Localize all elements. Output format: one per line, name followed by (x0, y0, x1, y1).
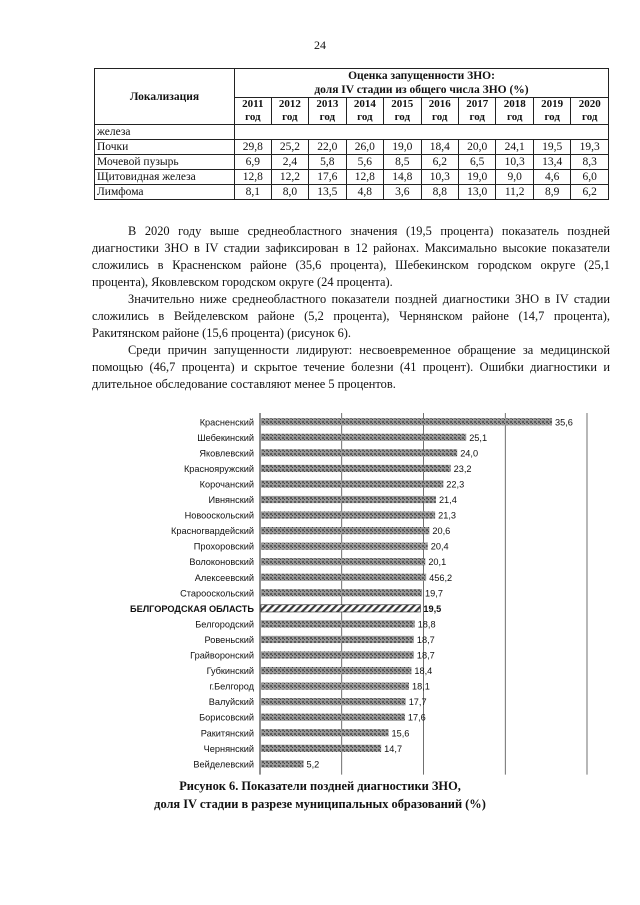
table-cell: 5,8 (309, 155, 346, 170)
row-localization: Почки (95, 140, 235, 155)
year-unit: год (506, 111, 523, 123)
bar (261, 558, 425, 565)
year-header (421, 98, 458, 125)
table-cell: 19,0 (384, 140, 421, 155)
bar (261, 698, 406, 705)
category-label: Яковлевский (199, 448, 254, 459)
table-cell: 11,2 (496, 185, 533, 200)
year-header (496, 98, 533, 125)
table-cell: 6,2 (571, 185, 609, 200)
category-label: Грайворонский (190, 650, 254, 661)
table-cell: 6,0 (571, 170, 609, 185)
table-cell: 8,8 (421, 185, 458, 200)
bar (261, 511, 435, 518)
category-label: Ивнянский (208, 495, 254, 506)
chart-bars (261, 418, 552, 770)
category-label: Белгородский (195, 619, 254, 630)
bar (261, 480, 443, 487)
row-localization: железа (95, 125, 235, 140)
table-cell: 8,1 (235, 185, 272, 200)
table-row (95, 155, 609, 170)
bar (261, 418, 552, 425)
header-main (235, 69, 609, 98)
figure-caption (0, 777, 640, 813)
bar (261, 714, 405, 721)
table-cell: 6,9 (235, 155, 272, 170)
row-localization: Мочевой пузырь (95, 155, 235, 170)
category-label: Вейделевский (193, 759, 254, 770)
row-localization: Лимфома (95, 185, 235, 200)
year-unit: год (245, 111, 261, 123)
bar (261, 465, 451, 472)
data-label: 19,5 (423, 603, 442, 614)
year-header (346, 98, 383, 125)
data-label: 19,7 (425, 588, 443, 599)
year-value: 2017 (466, 98, 489, 110)
year-unit: год (432, 111, 448, 123)
bar (261, 683, 409, 690)
data-label: 21,3 (438, 510, 457, 521)
data-label: 20,6 (432, 526, 451, 537)
year-unit: год (581, 111, 598, 123)
bar (261, 449, 457, 456)
year-value: 2018 (503, 98, 526, 110)
table-cell: 18,4 (421, 140, 458, 155)
category-label: Ровеньский (204, 634, 254, 645)
header-localization: Локализация (95, 69, 235, 125)
data-label: 25,1 (469, 432, 488, 443)
category-label: Красненский (199, 417, 254, 428)
table-cell: 24,1 (496, 140, 533, 155)
paragraph-2: Значительно ниже среднеобластного показатели поздней диагностики ЗНО в IV стадии сложились в Вейделевском районе (5,2 процента), Чернянском районе (14,7 процента), Ракитянском районе (15,6 процента) (рисунок 6). (92, 292, 610, 340)
year-value: 2014 (353, 98, 376, 110)
year-unit: год (394, 111, 411, 123)
bar-chart (90, 405, 610, 775)
category-label: Прохоровский (193, 541, 254, 552)
table-cell: 29,8 (235, 140, 272, 155)
caption-line-1: Рисунок 6. Показатели поздней диагностики ЗНО, (179, 779, 461, 793)
data-label: 15,6 (391, 728, 410, 739)
category-label: БЕЛГОРОДСКАЯ ОБЛАСТЬ (129, 603, 254, 614)
paragraph-1: В 2020 году выше среднеобластного значения (19,5 процента) показатель поздней диагностики ЗНО в IV стадии зафиксирован в 12 районах. Максимально высокие показатели сложились в Красненском районе (35,6 процента), Шебекинском городском округе (25,1 процента), Яковлевском городском округе (24 процента). (92, 224, 610, 289)
bar (261, 589, 422, 596)
data-label: 17,7 (408, 697, 427, 708)
caption-line-2: доля IV стадии в разрезе муниципальных образований (%) (154, 797, 486, 811)
header-main-line-2: доля IV стадии из общего числа ЗНО (%) (314, 84, 529, 96)
category-label: Ракитянский (200, 728, 254, 739)
table-cell: 14,8 (384, 170, 421, 185)
table-cell: 22,0 (309, 140, 346, 155)
table-cell: 8,5 (384, 155, 421, 170)
category-label: Новооскольский (184, 510, 254, 521)
bar-region-average (261, 605, 420, 612)
year-header (309, 98, 346, 125)
header-main-line-1: Оценка запущенности ЗНО: (348, 70, 495, 82)
data-label: 21,4 (438, 495, 457, 506)
data-label: 18,8 (417, 619, 436, 630)
bar (261, 729, 389, 736)
table-cell-empty (235, 125, 609, 140)
year-value: 2011 (242, 98, 264, 110)
table-cell: 12,8 (235, 170, 272, 185)
year-value: 2013 (316, 98, 339, 110)
table-cell: 10,3 (496, 155, 533, 170)
year-header (271, 98, 308, 125)
category-label: Борисовский (199, 712, 254, 723)
year-header (571, 98, 609, 125)
table-cell: 4,6 (533, 170, 570, 185)
category-label: Краснояружский (183, 463, 254, 474)
year-header (533, 98, 570, 125)
bar (261, 636, 414, 643)
table-cell: 19,0 (459, 170, 496, 185)
year-header (459, 98, 496, 125)
table-row (95, 125, 609, 140)
table-cell: 19,5 (533, 140, 570, 155)
year-header (235, 98, 272, 125)
table-body (95, 125, 609, 200)
page-number: 24 (314, 38, 326, 52)
table-cell: 13,5 (309, 185, 346, 200)
row-localization: Щитовидная железа (95, 170, 235, 185)
data-label: 24,0 (460, 448, 479, 459)
table-cell: 6,2 (421, 155, 458, 170)
table-row (95, 185, 609, 200)
table-cell: 25,2 (271, 140, 308, 155)
year-value: 2012 (278, 98, 301, 110)
bar (261, 496, 436, 503)
data-label: 456,2 (429, 572, 453, 583)
data-label: 18,4 (414, 666, 433, 677)
table-cell: 6,5 (459, 155, 496, 170)
data-label: 17,6 (407, 712, 426, 723)
category-label: Корочанский (199, 479, 254, 490)
category-label: Валуйский (208, 697, 254, 708)
category-label: Шебекинский (197, 432, 254, 443)
paragraph-3: Среди причин запущенности лидируют: несвоевременное обращение за медицинской помощью (46,7 процента) и скрытое течение болезни (41 процент). Ошибки диагностики и длительное обследование составляют менее 5 процентов. (92, 343, 610, 391)
table-cell: 8,0 (271, 185, 308, 200)
year-unit: год (544, 111, 560, 123)
bar (261, 667, 411, 674)
table-cell: 12,2 (271, 170, 308, 185)
year-unit: год (319, 111, 336, 123)
data-label: 20,4 (430, 541, 449, 552)
bar (261, 651, 414, 658)
data-label: 23,2 (453, 463, 472, 474)
bar (261, 434, 466, 441)
zno-table (94, 68, 609, 200)
category-label: Алексеевский (194, 572, 254, 583)
data-label: 18,7 (416, 634, 435, 645)
bar (261, 527, 429, 534)
table-cell: 2,4 (271, 155, 308, 170)
year-value: 2019 (541, 98, 564, 110)
category-label: Старооскольский (180, 588, 254, 599)
data-label: 5,2 (306, 759, 320, 770)
table-cell: 20,0 (459, 140, 496, 155)
data-label: 20,1 (428, 557, 447, 568)
bar (261, 543, 428, 550)
table-cell: 12,8 (346, 170, 383, 185)
year-unit: год (357, 111, 373, 123)
table-cell: 9,0 (496, 170, 533, 185)
category-label: г.Белгород (209, 681, 254, 692)
data-label: 35,6 (555, 417, 573, 428)
table-cell: 3,6 (384, 185, 421, 200)
table-cell: 19,3 (571, 140, 609, 155)
data-label: 18,1 (411, 681, 430, 692)
bar (261, 760, 304, 767)
category-label: Чернянский (203, 743, 254, 754)
table-cell: 17,6 (309, 170, 346, 185)
table-cell: 13,0 (459, 185, 496, 200)
category-label: Губкинский (206, 666, 254, 677)
bar (261, 574, 426, 581)
year-value: 2020 (578, 98, 601, 110)
table-cell: 10,3 (421, 170, 458, 185)
table-header-row (95, 69, 609, 98)
year-value: 2015 (391, 98, 414, 110)
table-row (95, 140, 609, 155)
table-cell: 26,0 (346, 140, 383, 155)
bar (261, 620, 415, 627)
table-cell: 8,9 (533, 185, 570, 200)
bar (261, 745, 381, 752)
data-label: 18,7 (416, 650, 435, 661)
data-label: 22,3 (446, 479, 465, 490)
year-header (384, 98, 421, 125)
table-row (95, 170, 609, 185)
table-cell: 8,3 (571, 155, 609, 170)
year-unit: год (282, 111, 298, 123)
year-unit: год (469, 111, 485, 123)
category-label: Волоконовский (189, 557, 254, 568)
data-label: 14,7 (384, 743, 403, 754)
year-value: 2016 (428, 98, 451, 110)
category-label: Красногвардейский (171, 526, 254, 537)
table-cell: 4,8 (346, 185, 383, 200)
table-cell: 13,4 (533, 155, 570, 170)
table-cell: 5,6 (346, 155, 383, 170)
